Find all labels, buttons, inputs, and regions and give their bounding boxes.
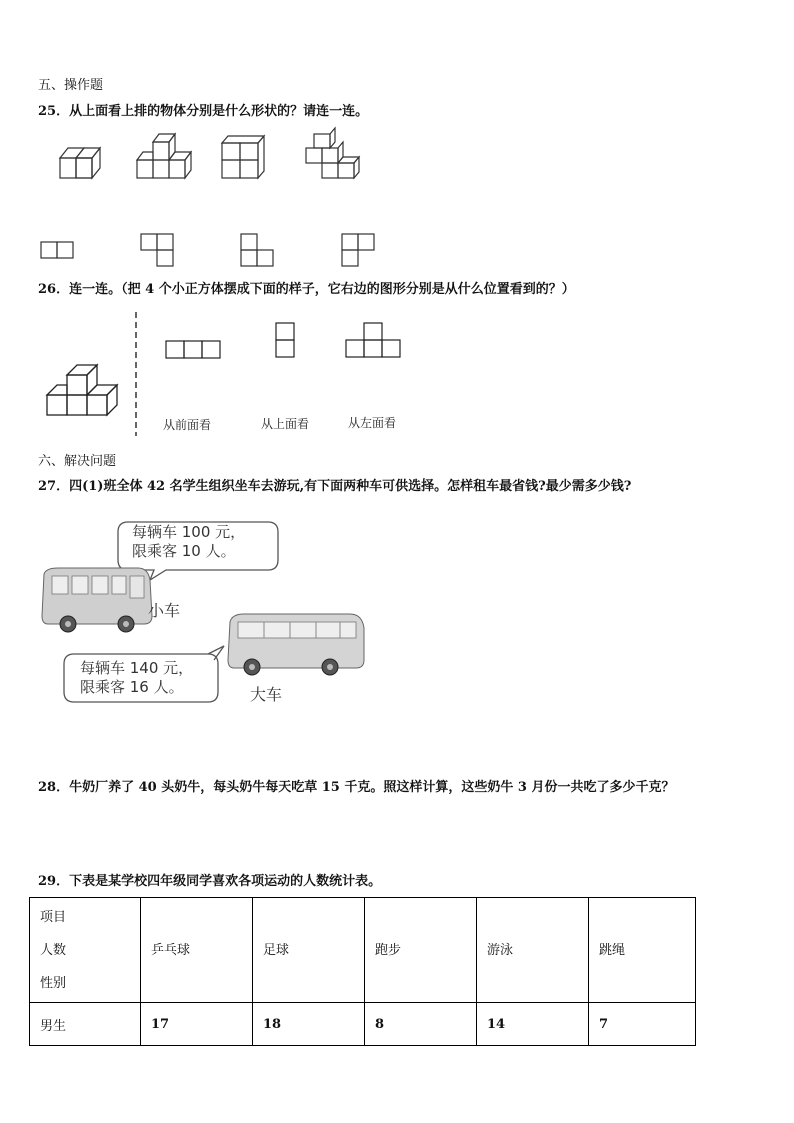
big-bubble-line-1: 每辆车 140 元，	[80, 659, 194, 677]
q26-view-3	[346, 323, 400, 357]
small-bubble-line-2: 限乘客 10 人。	[132, 542, 236, 560]
column-header: 乒乓球	[141, 898, 253, 1003]
sports-statistics-table	[29, 897, 696, 1046]
q25-shape-d	[342, 234, 374, 266]
question-27-text: 27．四(1)班全体 42 名学生组织坐车去游玩,有下面两种车可供选择。怎样租车最省钱?最少需多少钱?	[38, 479, 632, 494]
q26-caption-left: 从左面看	[348, 416, 397, 430]
row-label: 男生	[30, 1003, 141, 1046]
q26-view-shapes	[165, 320, 405, 360]
table-header-row	[30, 898, 696, 1003]
q26-view-2	[276, 323, 294, 357]
q25-shape-c	[241, 234, 273, 266]
section-6-title: 六、解决问题	[38, 454, 117, 469]
question-29-text: 29．下表是某学校四年级同学喜欢各项运动的人数统计表。	[38, 874, 382, 889]
q25-figure-1	[60, 148, 100, 178]
header-gender-label: 性别	[40, 975, 67, 991]
q25-figure-2	[137, 134, 191, 178]
header-item-label: 项目	[40, 909, 67, 925]
column-header: 游泳	[477, 898, 589, 1003]
table-diagonal-header	[30, 898, 141, 1003]
table-cell: 17	[141, 1003, 253, 1046]
q25-figure-3	[222, 136, 264, 178]
question-26-text: 26．连一连。（把 4 个小正方体摆成下面的样子，它右边的图形分别是从什么位置看到的？）	[38, 282, 575, 297]
table-cell: 18	[253, 1003, 365, 1046]
column-header: 跑步	[365, 898, 477, 1003]
small-bubble-line-1: 每辆车 100 元，	[132, 523, 246, 541]
q26-caption-top: 从上面看	[261, 417, 310, 431]
q26-caption-front: 从前面看	[163, 418, 212, 432]
small-car-label: 小车	[148, 601, 181, 620]
question-25-text: 25．从上面看上排的物体分别是什么形状的？请连一连。	[38, 104, 369, 119]
big-bus-image	[228, 614, 364, 675]
table-cell: 14	[477, 1003, 589, 1046]
q25-figure-4	[306, 128, 359, 178]
big-car-label: 大车	[250, 685, 283, 704]
q25-block-figures	[50, 128, 370, 188]
table-cell: 7	[589, 1003, 696, 1046]
column-header: 跳绳	[589, 898, 696, 1003]
q26-dashed-divider	[134, 312, 138, 436]
table-cell: 8	[365, 1003, 477, 1046]
section-5-title: 五、操作题	[38, 78, 104, 93]
q26-cube-figure	[45, 350, 130, 420]
header-count-label: 人数	[40, 942, 67, 958]
column-header: 足球	[253, 898, 365, 1003]
table-row	[30, 1003, 696, 1046]
question-28-text: 28．牛奶厂养了 40 头奶牛，每头奶牛每天吃草 15 千克。照这样计算，这些奶牛 3 月份一共吃了多少千克？	[38, 780, 675, 795]
q26-view-1	[166, 341, 220, 358]
small-bus-image	[42, 568, 152, 632]
big-bubble-line-2: 限乘客 16 人。	[80, 678, 184, 696]
q25-shape-b	[141, 234, 173, 266]
q25-top-view-shapes	[40, 232, 380, 272]
q25-shape-a	[41, 242, 73, 258]
